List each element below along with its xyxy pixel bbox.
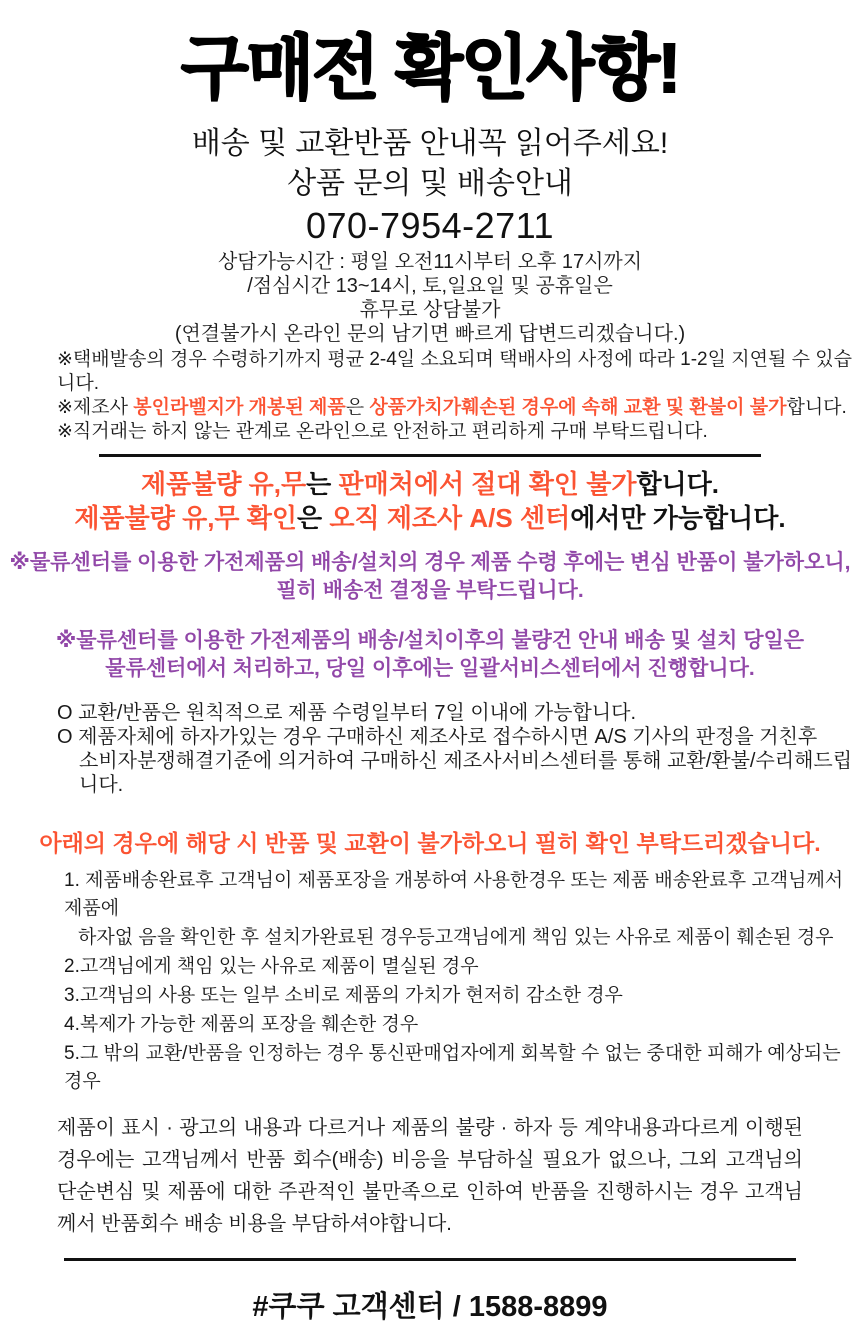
exchange-policy-item-1: O 교환/반품은 원칙적으로 제품 수령일부터 7일 이내에 가능합니다. bbox=[57, 702, 637, 724]
exchange-policy-item-2-line-1: O 제품자체에 하자가있는 경우 구매하신 제조사로 접수하시면 A/S 기사의 판정을 거친후 bbox=[57, 726, 818, 748]
section-divider-top bbox=[99, 454, 761, 457]
logistics-notice-2 bbox=[0, 627, 860, 683]
no-return-item-1-line-2: 하자없 음을 확인한 후 설치가완료된 경우등고객님에게 책임 있는 사유로 제품이 훼손된 경우 bbox=[78, 927, 834, 948]
logistics-notice-1-line-2: 필히 배송전 결정을 부탁드립니다. bbox=[276, 579, 584, 602]
customer-center-footer: #쿠쿠 고객센터 / 1588-8899 bbox=[252, 1291, 608, 1323]
exchange-policy-item-2-line-2: 소비자분쟁해결기준에 의거하여 구매하신 제조사서비스센터를 통해 교환/환불/수리해드립니다. bbox=[79, 750, 853, 796]
consultation-hours bbox=[0, 250, 860, 346]
note-text-highlight: 봉인라벨지가 개봉된 제품 bbox=[133, 397, 346, 418]
subtitle-read-notice: 배송 및 교환반품 안내꼭 읽어주세요! bbox=[191, 127, 669, 160]
page-title: 구매전 확인사항! bbox=[180, 29, 680, 107]
note-text-highlight: 상품가치가훼손된 경우에 속해 교환 및 환불이 불가 bbox=[369, 397, 787, 418]
no-return-item-1-line-1: 1. 제품배송완료후 고객님이 제품포장을 개봉하여 사용한경우 또는 제품 배송완료후 고객님께서 제품에 bbox=[64, 870, 844, 919]
hours-line-4: (연결불가시 온라인 문의 남기면 빠르게 답변드리겠습니다.) bbox=[174, 323, 686, 345]
no-return-conditions-list bbox=[64, 867, 860, 1096]
shipping-note-no-direct-trade: ※직거래는 하지 않는 관계로 온라인으로 안전하고 편리하게 구매 부탁드립니다. bbox=[57, 421, 708, 442]
logistics-notice-1-line-1: ※물류센터를 이용한 가전제품의 배송/설치의 경우 제품 수령 후에는 변심 반품이 불가하오니, bbox=[9, 551, 851, 574]
defect-text-plain: 에서만 가능합니다. bbox=[570, 503, 786, 533]
defect-line-1 bbox=[0, 467, 860, 501]
return-cost-paragraph: 제품이 표시 · 광고의 내용과 다르거나 제품의 불량 · 하자 등 계약내용과다르게 이행된 경우에는 고객님께서 반품 회수(배송) 비응을 부담하실 필요가 없으나, 그외 고객님의 단순변심 및 제품에 대한 주관적인 불만족으로 인하여 반품을 진행하시는 경우 고객님께서 반품회수 배송 비용을 부담하셔야합니다. bbox=[57, 1117, 803, 1235]
defect-text-plain: 은 bbox=[297, 503, 330, 533]
defect-line-2 bbox=[0, 501, 860, 535]
no-return-item-5: 5.그 밖의 교환/반품을 인정하는 경우 통신판매업자에게 회복할 수 없는 중대한 피해가 예상되는 경우 bbox=[64, 1043, 841, 1092]
no-return-item-4: 4.복제가 가능한 제품의 포장을 훼손한 경우 bbox=[64, 1014, 419, 1035]
shipping-notes bbox=[57, 348, 860, 444]
defect-text-highlight: 제품불량 유,무 확인 bbox=[74, 503, 298, 533]
shipping-note-delivery-time: ※택배발송의 경우 수령하기까지 평균 2-4일 소요되며 택배사의 사정에 따라 1-2일 지연될 수 있습니다. bbox=[57, 349, 852, 394]
note-text-plain: ※제조사 bbox=[57, 397, 134, 418]
no-return-item-2: 2.고객님에게 책임 있는 사유로 제품이 멸실된 경우 bbox=[64, 956, 479, 977]
section-divider-bottom bbox=[64, 1258, 796, 1261]
phone-number: 070-7954-2711 bbox=[305, 205, 555, 246]
logistics-notice-2-line-1: ※물류센터를 이용한 가전제품의 배송/설치이후의 불량건 안내 배송 및 설치 당일은 bbox=[55, 629, 805, 652]
shipping-note-seal-label bbox=[57, 396, 860, 420]
exchange-policy-list bbox=[57, 701, 860, 797]
hours-line-3: 휴무로 상담불가 bbox=[359, 299, 501, 321]
note-text-plain: 합니다. bbox=[786, 397, 847, 418]
defect-text-highlight: 오직 제조사 A/S 센터 bbox=[329, 503, 571, 533]
no-return-heading: 아래의 경우에 해당 시 반품 및 교환이 불가하오니 필히 확인 부탁드리겠습니다. bbox=[39, 830, 821, 856]
subtitle-inquiry-shipping: 상품 문의 및 배송안내 bbox=[287, 167, 573, 200]
no-return-item-3: 3.고객님의 사용 또는 일부 소비로 제품의 가치가 현저히 감소한 경우 bbox=[64, 985, 623, 1006]
logistics-notice-2-line-2: 물류센터에서 처리하고, 당일 이후에는 일괄서비스센터에서 진행합니다. bbox=[105, 657, 755, 680]
defect-text-highlight: 제품불량 유,무 bbox=[140, 469, 307, 499]
defect-text-plain: 는 bbox=[306, 469, 339, 499]
logistics-notice-1 bbox=[0, 549, 860, 605]
hours-line-2: /점심시간 13~14시, 토,일요일 및 공휴일은 bbox=[247, 275, 613, 297]
defect-text-plain: 합니다. bbox=[636, 469, 720, 499]
hours-line-1: 상담가능시간 : 평일 오전11시부터 오후 17시까지 bbox=[217, 251, 643, 273]
note-text-plain: 은 bbox=[345, 397, 370, 418]
defect-text-highlight: 판매처에서 절대 확인 불가 bbox=[338, 469, 637, 499]
defect-check-notice bbox=[0, 467, 860, 535]
